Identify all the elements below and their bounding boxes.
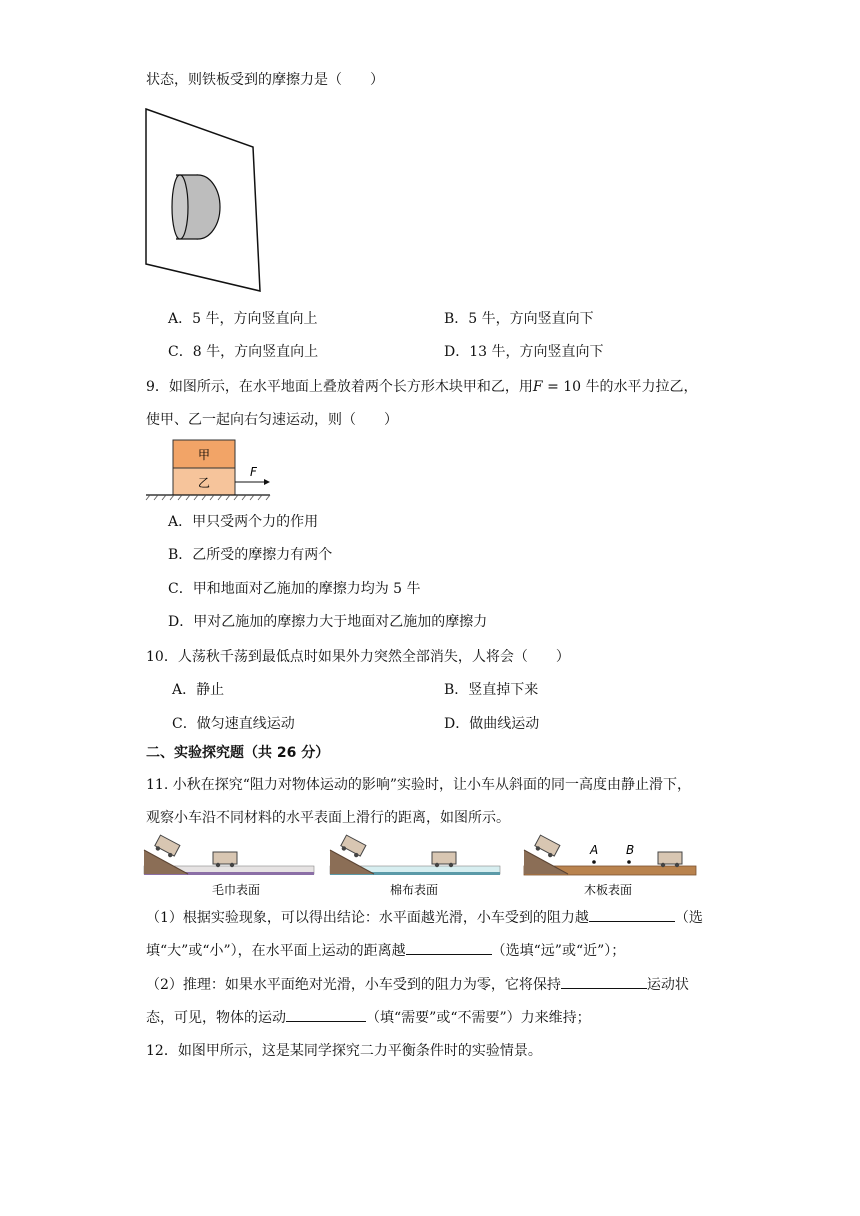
q9-option-a: A．甲只受两个力的作用 — [168, 514, 319, 530]
q11-p2-text-d: （填“需要”或“不需要”）力来维持； — [366, 1010, 591, 1026]
q8-option-c: C．8 牛，方向竖直向上 — [168, 344, 319, 360]
q11-part2-line2 — [146, 1007, 591, 1028]
q11-p1-text-c: 填“大”或“小”），在水平面上运动的距离越 — [146, 943, 406, 959]
q11-surface-towel: 毛巾表面 — [212, 883, 261, 897]
q9-stem-line1 — [146, 377, 698, 397]
q8-figure — [140, 105, 270, 295]
q11-surface-wood: 木板表面 — [584, 883, 633, 897]
q9-option-d: D．甲对乙施加的摩擦力大于地面对乙施加的摩擦力 — [168, 614, 488, 630]
q9-force-label: F — [250, 465, 257, 479]
q11-p1-text-b: （选 — [674, 910, 703, 926]
q11-p2-text-c: 态，可见，物体的运动 — [146, 1010, 286, 1026]
q11-panel-cotton — [330, 835, 500, 897]
q9-stem-part2: = 10 牛的水平力拉乙， — [542, 379, 698, 395]
q11-p1-text-a: （1）根据实验现象，可以得出结论：水平面越光滑，小车受到的阻力越 — [146, 910, 589, 926]
q11-panel-towel — [144, 835, 314, 897]
q11-panel-wood — [524, 835, 696, 897]
q10-option-d: D．做曲线运动 — [444, 716, 540, 732]
q11-p2-text-b: 运动状 — [646, 977, 689, 993]
q11-part1-line1 — [146, 907, 703, 928]
q11-blank-3[interactable] — [561, 974, 647, 989]
section-title: 二、实验探究题（共 26 分） — [146, 745, 330, 761]
q11-blank-1[interactable] — [589, 907, 675, 922]
q11-point-b: B — [626, 843, 635, 857]
q11-surface-cotton: 棉布表面 — [390, 883, 439, 897]
q11-p1-text-d: （选填“远”或“近”）； — [491, 943, 626, 959]
q11-blank-4[interactable] — [286, 1007, 366, 1022]
q11-part2-line1 — [146, 974, 689, 995]
q9-option-c: C．甲和地面对乙施加的摩擦力均为 5 牛 — [168, 581, 421, 597]
q11-part1-line2 — [146, 940, 625, 961]
q8-option-a: A．5 牛，方向竖直向上 — [168, 311, 318, 327]
q10-stem: 10．人荡秋千荡到最低点时如果外力突然全部消失，人将会（ ） — [146, 649, 570, 665]
q9-stem-line2: 使甲、乙一起向右匀速运动，则（ ） — [146, 412, 398, 428]
q9-block-bottom-label: 乙 — [197, 476, 211, 490]
q12-stem: 12．如图甲所示，这是某同学探究二力平衡条件时的实验情景。 — [146, 1043, 542, 1059]
q9-option-b: B．乙所受的摩擦力有两个 — [168, 547, 333, 563]
q8-stem: 状态，则铁板受到的摩擦力是（ ） — [146, 72, 384, 88]
q11-point-a: A — [590, 843, 599, 857]
q10-option-b: B．竖直掉下来 — [444, 682, 539, 698]
q10-option-a: A．静止 — [172, 682, 225, 698]
q9-force-symbol: F — [532, 379, 543, 395]
q8-option-d: D．13 牛，方向竖直向下 — [444, 344, 604, 360]
q8-option-b: B．5 牛，方向竖直向下 — [444, 311, 594, 327]
q9-block-top-label: 甲 — [197, 448, 211, 462]
q11-p2-text-a: （2）推理：如果水平面绝对光滑，小车受到的阻力为零，它将保持 — [146, 977, 561, 993]
q11-stem-line1: 11. 小秋在探究“阻力对物体运动的影响”实验时，让小车从斜面的同一高度由静止滑下， — [146, 777, 692, 793]
q10-option-c: C．做匀速直线运动 — [172, 716, 295, 732]
q11-blank-2[interactable] — [406, 940, 492, 955]
q11-figure — [144, 832, 700, 900]
q9-stem-part1: 9．如图所示，在水平地面上叠放着两个长方形木块甲和乙，用 — [146, 379, 533, 395]
q9-figure — [146, 438, 276, 504]
q11-stem-line2: 观察小车沿不同材料的水平表面上滑行的距离，如图所示。 — [146, 810, 510, 826]
